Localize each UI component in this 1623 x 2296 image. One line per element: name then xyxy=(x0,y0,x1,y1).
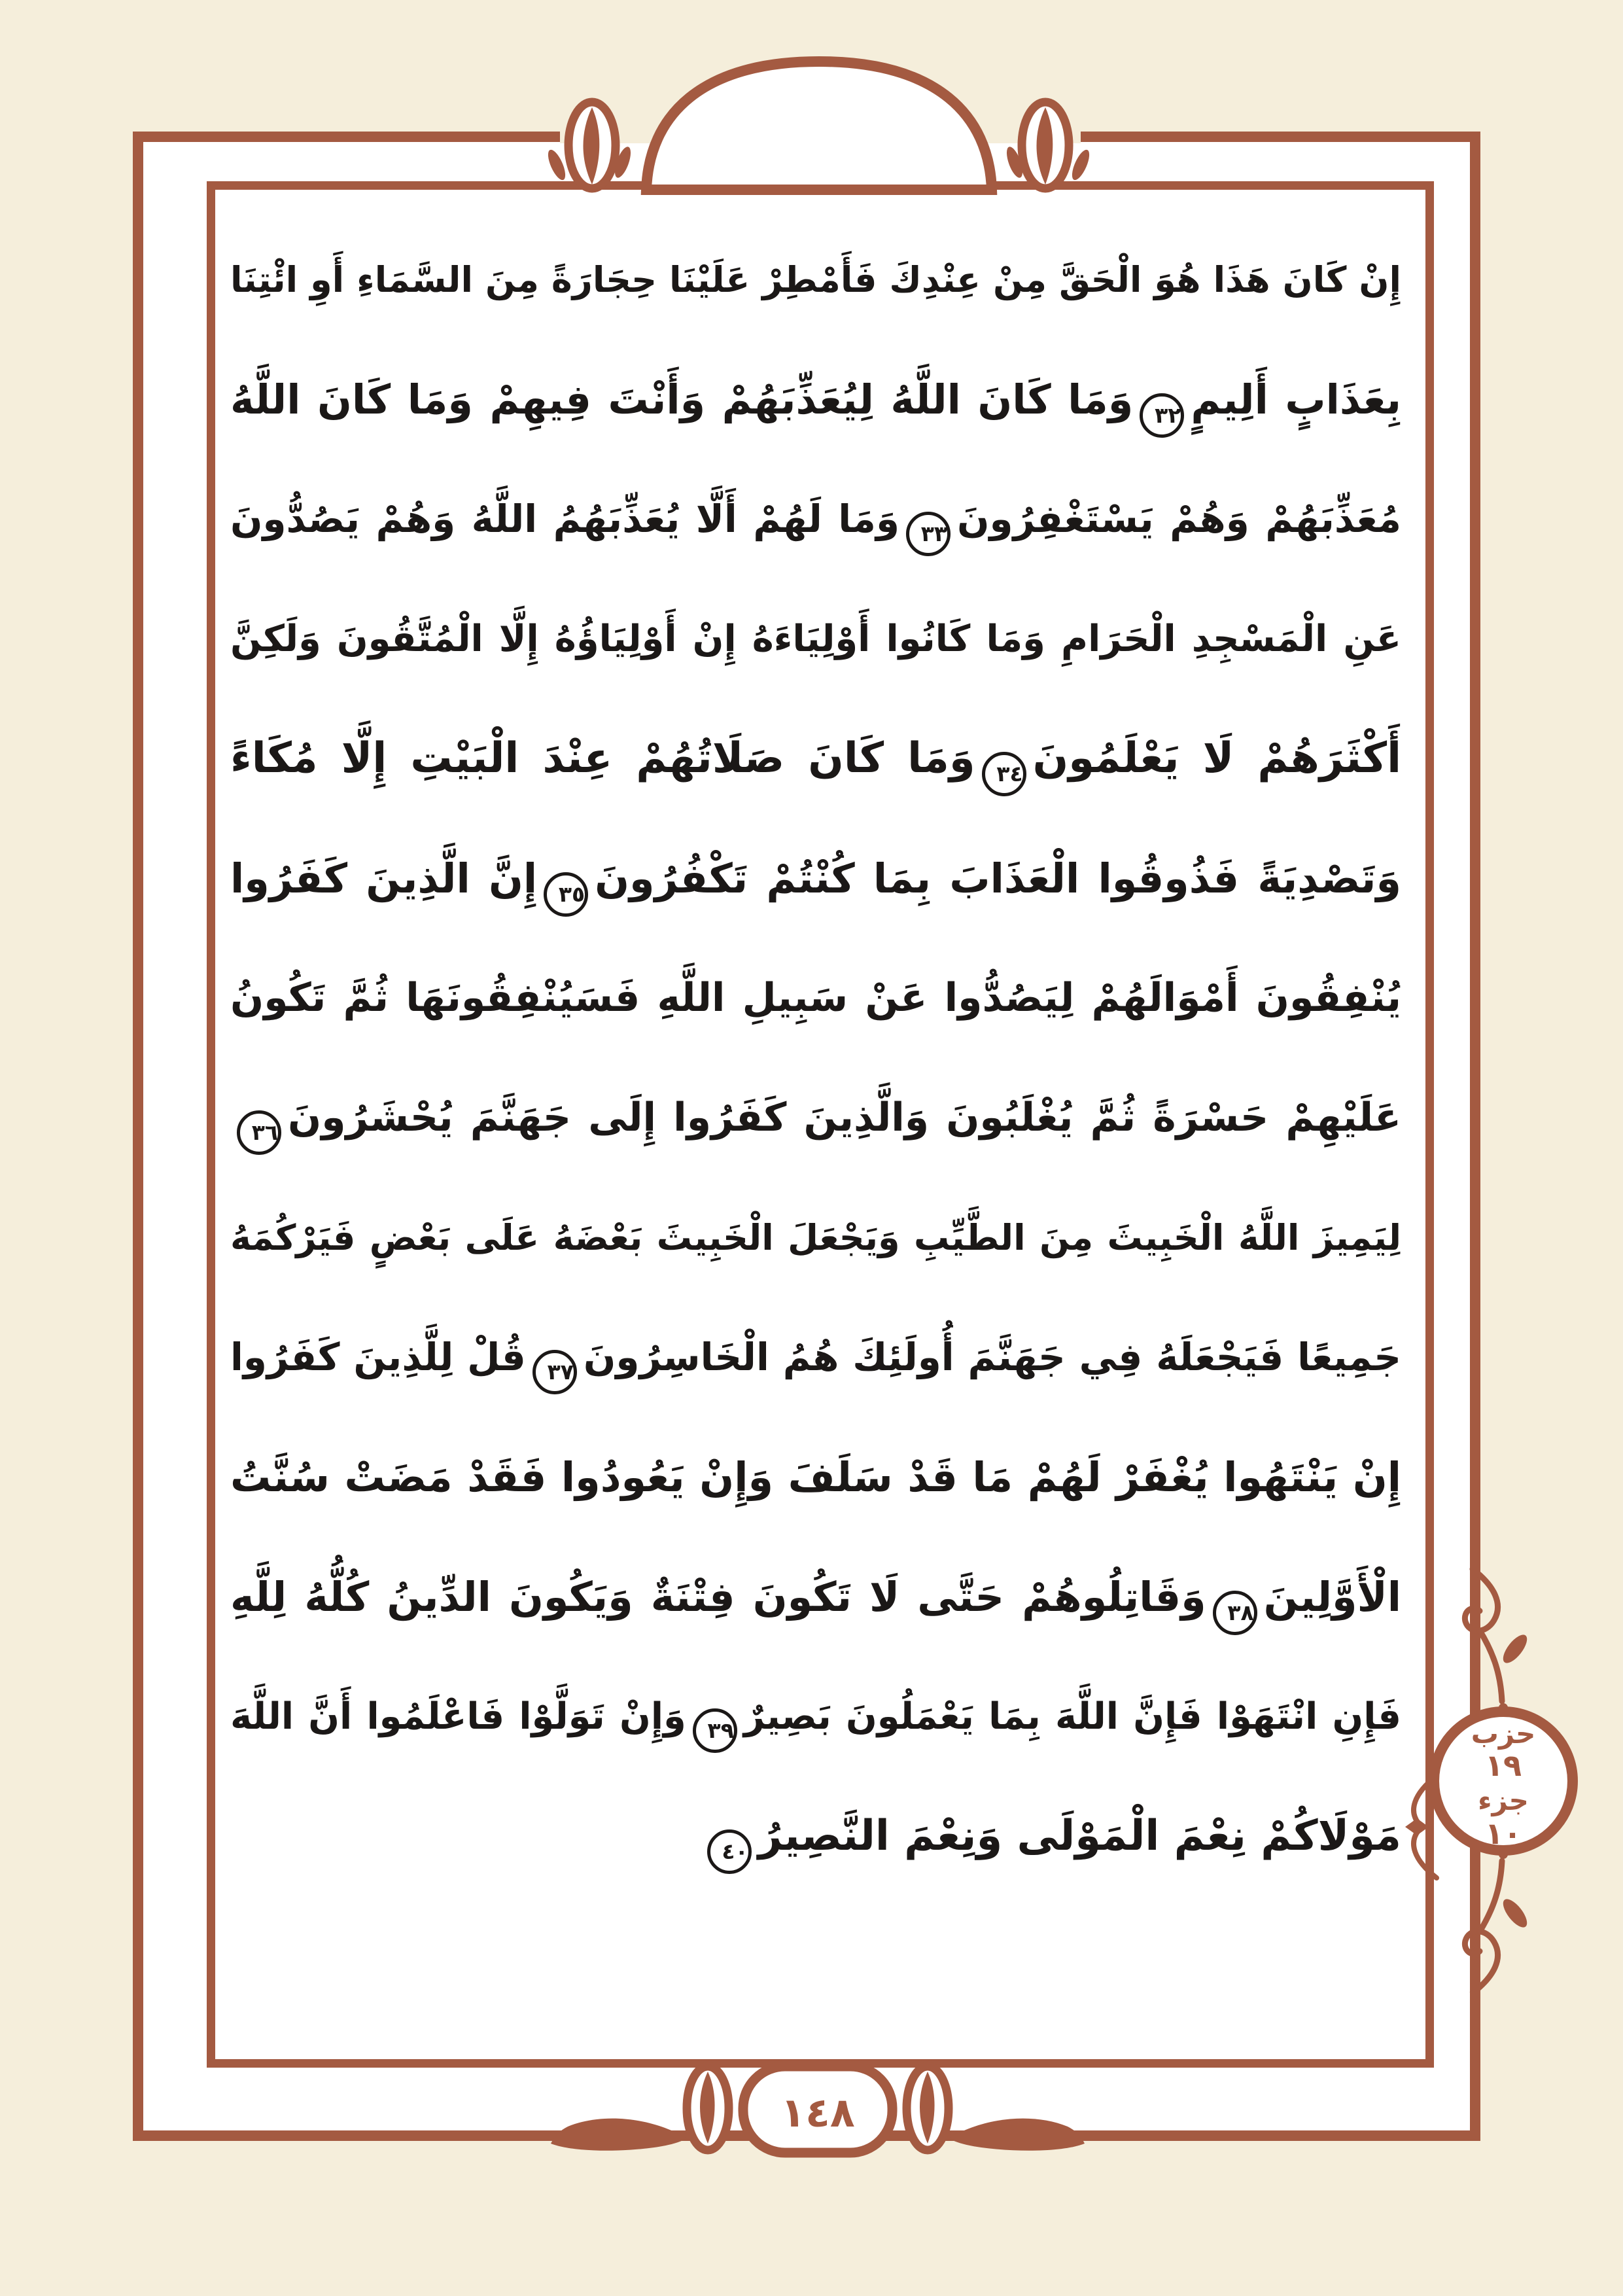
juz-label: جزء xyxy=(1478,1784,1529,1816)
quran-line: لِيَمِيزَ اللَّهُ الْخَبِيثَ مِنَ الطَّيِّبِ وَيَجْعَلَ الْخَبِيثَ بَعْضَهُ عَلَى بَعْضٍ فَيَرْكُمَهُ xyxy=(230,1217,1401,1258)
ayah-marker: ٣٥ xyxy=(544,872,588,917)
vine-ornament-top-icon xyxy=(1465,1569,1497,1631)
vine-ornament-bottom-icon xyxy=(1465,1932,1497,1992)
quran-line: بِعَذَابٍ أَلِيمٍ٣٢وَمَا كَانَ اللَّهُ لِيُعَذِّبَهُمْ وَأَنْتَ فِيهِمْ وَمَا كَانَ اللَّهُ xyxy=(230,340,1401,459)
quran-line: عَلَيْهِمْ حَسْرَةً ثُمَّ يُغْلَبُونَ وَالَّذِينَ كَفَرُوا إِلَى جَهَنَّمَ يُحْشَرُونَ٣٦ xyxy=(230,1058,1401,1178)
medallion-nub-icon xyxy=(1499,1850,1508,1859)
top-dome-ornament xyxy=(504,46,1132,203)
quran-line: الْأَوَّلِينَ٣٨وَقَاتِلُوهُمْ حَتَّى لَا تَكُونَ فِتْنَةٌ وَيَكُونَ الدِّينُ كُلُّهُ لِلَّهِ xyxy=(230,1537,1401,1657)
quran-line: وَتَصْدِيَةً فَذُوقُوا الْعَذَابَ بِمَا كُنْتُمْ تَكْفُرُونَ٣٥إِنَّ الَّذِينَ كَفَرُوا xyxy=(230,819,1401,938)
quran-line: إِنْ يَنْتَهُوا يُغْفَرْ لَهُمْ مَا قَدْ سَلَفَ وَإِنْ يَعُودُوا فَقَدْ مَضَتْ سُنَّتُ xyxy=(230,1453,1401,1501)
vine-stem-bottom-icon xyxy=(1480,1861,1502,1932)
brace-diamond-icon xyxy=(1405,1818,1429,1835)
quran-line: مَوْلَاكُمْ نِعْمَ الْمَوْلَى وَنِعْمَ النَّصِيرُ٤٠ xyxy=(230,1776,1401,1896)
ayah-marker: ٤٠ xyxy=(707,1829,752,1874)
quran-line: فَإِنِ انْتَهَوْا فَإِنَّ اللَّهَ بِمَا يَعْمَلُونَ بَصِيرٌ٣٩وَإِنْ تَوَلَّوْا فَاعْلَمُوا أَنَّ اللَّهَ xyxy=(230,1657,1401,1776)
quran-line: عَنِ الْمَسْجِدِ الْحَرَامِ وَمَا كَانُوا أَوْلِيَاءَهُ إِنْ أَوْلِيَاؤُهُ إِلَّا الْمُتَّقُونَ وَلَكِنَّ xyxy=(230,618,1401,660)
quran-line: جَمِيعًا فَيَجْعَلَهُ فِي جَهَنَّمَ أُولَئِكَ هُمُ الْخَاسِرُونَ٣٧قُلْ لِلَّذِينَ كَفَرُوا xyxy=(230,1298,1401,1417)
hizb-number: ١٩ xyxy=(1484,1748,1522,1783)
ayah-marker: ٣٦ xyxy=(237,1110,281,1155)
dome-arch-icon xyxy=(646,62,992,190)
hizb-juz-medallion xyxy=(1393,1567,1609,1992)
vine-stem-top-icon xyxy=(1480,1631,1502,1701)
vine-leaf-icon xyxy=(1499,1631,1531,1667)
ayah-marker: ٣٤ xyxy=(982,752,1026,796)
juz-number: ١٠ xyxy=(1484,1816,1522,1851)
wing-flourish-left-icon xyxy=(551,2119,687,2151)
ayah-marker: ٣٨ xyxy=(1213,1591,1257,1635)
quran-line: إِنْ كَانَ هَذَا هُوَ الْحَقَّ مِنْ عِنْدِكَ فَأَمْطِرْ عَلَيْنَا حِجَارَةً مِنَ السَّمَاءِ أَوِ ائْتِنَا xyxy=(230,259,1401,300)
page-number: ١٤٨ xyxy=(780,2089,855,2136)
quran-line: يُنْفِقُونَ أَمْوَالَهُمْ لِيَصُدُّوا عَنْ سَبِيلِ اللَّهِ فَسَيُنْفِقُونَهَا ثُمَّ تَكُونُ xyxy=(230,975,1401,1021)
quran-line: مُعَذِّبَهُمْ وَهُمْ يَسْتَغْفِرُونَ٣٣وَمَا لَهُمْ أَلَّا يُعَذِّبَهُمُ اللَّهُ وَهُمْ يَصُدُّونَ xyxy=(230,459,1401,579)
ayah-marker: ٣٧ xyxy=(532,1350,577,1394)
quran-text-block xyxy=(230,220,1401,1896)
ayah-marker: ٣٩ xyxy=(693,1708,737,1753)
page-number-cartouche xyxy=(550,2041,1086,2185)
quran-line: أَكْثَرَهُمْ لَا يَعْلَمُونَ٣٤وَمَا كَانَ صَلَاتُهُمْ عِنْدَ الْبَيْتِ إِلَّا مُكَاءً xyxy=(230,699,1401,819)
ayah-marker: ٣٣ xyxy=(906,512,951,556)
medallion-nub-icon xyxy=(1499,1703,1508,1712)
ayah-marker: ٣٢ xyxy=(1140,393,1184,438)
wing-flourish-right-icon xyxy=(949,2119,1085,2151)
vine-leaf-icon xyxy=(1499,1896,1531,1932)
hizb-label: حزب xyxy=(1471,1718,1536,1750)
